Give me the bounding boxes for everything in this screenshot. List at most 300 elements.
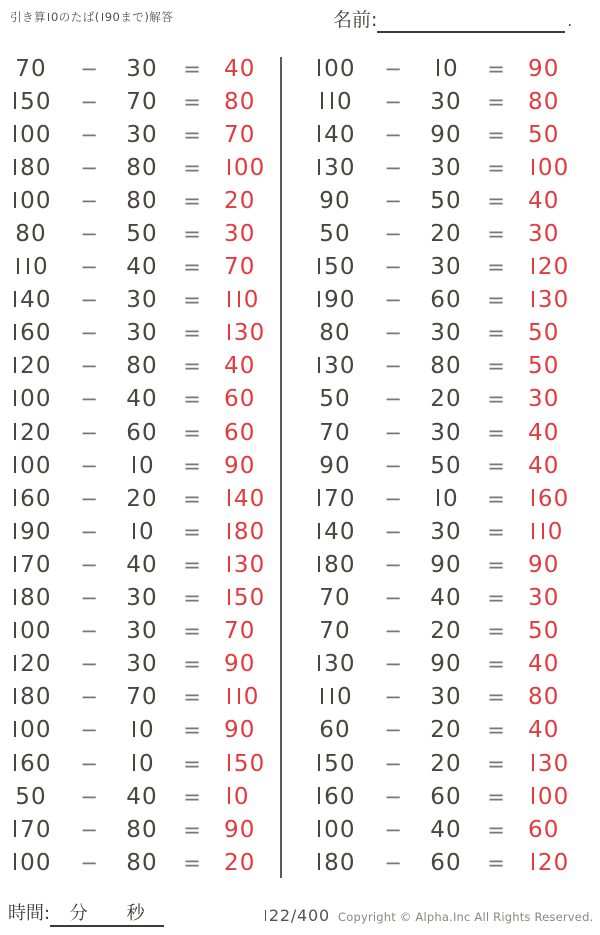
- digit-one-bar: [228, 324, 230, 340]
- subtrahend: 0: [118, 751, 166, 777]
- minuend: 80: [306, 552, 364, 578]
- equals-sign: =: [183, 751, 201, 776]
- digit-one-bar: [14, 655, 16, 671]
- problem-row: [2, 846, 288, 879]
- answer: 50: [528, 353, 560, 380]
- minuend: 30: [306, 353, 364, 379]
- digit-one-bar: [14, 754, 16, 770]
- digit-one-bar: [542, 523, 544, 539]
- minus-sign: −: [80, 321, 98, 346]
- minuend: 50: [319, 221, 351, 248]
- equals-sign: =: [183, 453, 201, 478]
- subtrahend: 20: [430, 221, 462, 248]
- minuend: 40: [306, 122, 364, 148]
- digit-one-bar: [14, 192, 16, 208]
- problem-row: [2, 217, 288, 250]
- answer: 50: [528, 320, 560, 347]
- minus-sign: −: [384, 652, 402, 677]
- answer: 90: [224, 816, 256, 843]
- equals-sign: =: [183, 685, 201, 710]
- digit-one-bar: [532, 853, 534, 869]
- equals-sign: =: [183, 420, 201, 445]
- digit-one-bar: [318, 853, 320, 869]
- equals-sign: =: [487, 751, 505, 776]
- subtrahend: 0: [422, 486, 470, 512]
- minus-sign: −: [80, 652, 98, 677]
- answer: 50: [528, 618, 560, 645]
- minus-sign: −: [80, 685, 98, 710]
- digit-one-bar: [321, 688, 323, 704]
- equals-sign: =: [487, 387, 505, 412]
- answer: 50: [218, 585, 288, 611]
- subtrahend: 20: [430, 750, 462, 777]
- equals-sign: =: [183, 354, 201, 379]
- problem-row: [2, 582, 288, 615]
- digit-one-bar: [331, 688, 333, 704]
- problem-row: [2, 449, 288, 482]
- subtrahend: 60: [430, 783, 462, 810]
- problem-row: [2, 52, 288, 85]
- answer: 20: [522, 850, 592, 876]
- problem-row: [2, 350, 288, 383]
- minus-sign: −: [80, 817, 98, 842]
- subtrahend: 50: [126, 221, 158, 248]
- problem-row: [306, 284, 592, 317]
- subtrahend: 30: [430, 419, 462, 446]
- answer: 0: [218, 784, 288, 810]
- page-number: 22/400: [262, 906, 330, 925]
- name-label: 名前:: [333, 9, 378, 31]
- time-label: 時間:: [8, 903, 51, 924]
- subtrahend: 20: [430, 618, 462, 645]
- minus-sign: −: [80, 354, 98, 379]
- digit-one-bar: [14, 556, 16, 572]
- problem-row: [306, 85, 592, 118]
- minus-sign: −: [384, 155, 402, 180]
- minus-sign: −: [384, 122, 402, 147]
- subtrahend: 0: [422, 56, 470, 82]
- digit-one-bar: [532, 754, 534, 770]
- equals-sign: =: [183, 486, 201, 511]
- problem-row: [306, 582, 592, 615]
- answer: 40: [224, 55, 256, 82]
- minus-sign: −: [80, 619, 98, 644]
- minuend: 90: [319, 452, 351, 479]
- digit-one-bar: [318, 291, 320, 307]
- equals-sign: =: [183, 552, 201, 577]
- subtrahend: 0: [118, 519, 166, 545]
- minuend: 50: [306, 254, 364, 280]
- answer: 40: [528, 717, 560, 744]
- problem-row: [306, 846, 592, 879]
- digit-one-bar: [14, 456, 16, 472]
- minuend: 00: [2, 453, 60, 479]
- minus-sign: −: [80, 89, 98, 114]
- equals-sign: =: [183, 56, 201, 81]
- problem-row: [2, 747, 288, 780]
- problem-row: [306, 813, 592, 846]
- minus-sign: −: [80, 751, 98, 776]
- time-blank-line: [50, 899, 164, 927]
- minuend: 50: [319, 386, 351, 413]
- answer: 00: [522, 155, 592, 181]
- equals-sign: =: [183, 387, 201, 412]
- minus-sign: −: [80, 486, 98, 511]
- digit-one-bar: [17, 258, 19, 274]
- digit-one-bar: [331, 92, 333, 108]
- digit-one-bar: [14, 390, 16, 406]
- subtrahend: 30: [430, 684, 462, 711]
- digit-one-bar: [532, 523, 534, 539]
- answer: 30: [218, 320, 288, 346]
- problem-row: [306, 548, 592, 581]
- subtrahend: 30: [430, 320, 462, 347]
- minuend: 00: [2, 717, 60, 743]
- problem-row: [2, 383, 288, 416]
- answer: 30: [528, 386, 560, 413]
- digit-one-bar: [437, 59, 439, 75]
- digit-one-bar: [14, 291, 16, 307]
- digit-one-bar: [14, 721, 16, 737]
- answer: 50: [528, 121, 560, 148]
- minus-sign: −: [80, 586, 98, 611]
- equals-sign: =: [487, 453, 505, 478]
- minus-sign: −: [384, 817, 402, 842]
- seconds-label: 秒: [126, 903, 145, 924]
- minuend: 60: [319, 717, 351, 744]
- digit-one-bar: [532, 787, 534, 803]
- digit-one-bar: [265, 910, 266, 921]
- name-blank-line: [377, 9, 565, 33]
- answer: 70: [224, 618, 256, 645]
- problem-row: [2, 548, 288, 581]
- minus-sign: −: [384, 486, 402, 511]
- equals-sign: =: [487, 817, 505, 842]
- subtrahend: 40: [126, 386, 158, 413]
- minuend: 70: [2, 817, 60, 843]
- problem-row: [2, 184, 288, 217]
- subtrahend: 90: [430, 651, 462, 678]
- equals-sign: =: [487, 222, 505, 247]
- minus-sign: −: [384, 89, 402, 114]
- problem-row: [2, 515, 288, 548]
- problem-row: [2, 416, 288, 449]
- minuend: 90: [319, 187, 351, 214]
- minuend: 80: [2, 155, 60, 181]
- column-divider-line: [280, 57, 282, 878]
- digit-one-bar: [102, 13, 103, 21]
- minuend: 00: [2, 386, 60, 412]
- problem-row: [2, 251, 288, 284]
- minuend: 00: [306, 56, 364, 82]
- digit-one-bar: [318, 159, 320, 175]
- subtrahend: 30: [126, 585, 158, 612]
- equals-sign: =: [487, 89, 505, 114]
- digit-one-bar: [228, 159, 230, 175]
- answer: 70: [224, 121, 256, 148]
- digit-one-bar: [532, 159, 534, 175]
- answer: 90: [528, 55, 560, 82]
- minuend: 0: [306, 684, 364, 710]
- subtrahend: 30: [126, 287, 158, 314]
- equals-sign: =: [487, 354, 505, 379]
- equals-sign: =: [183, 155, 201, 180]
- subtrahend: 70: [126, 88, 158, 115]
- digit-one-bar: [437, 489, 439, 505]
- problem-row: [306, 780, 592, 813]
- digit-one-bar: [14, 688, 16, 704]
- answer: 0: [218, 684, 288, 710]
- equals-sign: =: [183, 122, 201, 147]
- digit-one-bar: [14, 125, 16, 141]
- minuend: 70: [2, 552, 60, 578]
- problem-row: [2, 118, 288, 151]
- answer: 40: [528, 419, 560, 446]
- problem-row: [306, 615, 592, 648]
- minus-sign: −: [384, 586, 402, 611]
- minus-sign: −: [384, 453, 402, 478]
- minus-sign: −: [384, 288, 402, 313]
- subtrahend: 30: [126, 55, 158, 82]
- minus-sign: −: [384, 751, 402, 776]
- minus-sign: −: [384, 685, 402, 710]
- answer: 80: [528, 684, 560, 711]
- subtrahend: 80: [126, 816, 158, 843]
- minus-sign: −: [80, 718, 98, 743]
- subtrahend: 80: [126, 187, 158, 214]
- minuend: 80: [15, 221, 47, 248]
- digit-one-bar: [228, 291, 230, 307]
- equals-sign: =: [487, 56, 505, 81]
- digit-one-bar: [14, 622, 16, 638]
- minus-sign: −: [384, 784, 402, 809]
- equals-sign: =: [487, 486, 505, 511]
- answer: 40: [528, 452, 560, 479]
- answer: 40: [528, 651, 560, 678]
- answer: 30: [528, 221, 560, 248]
- minus-sign: −: [384, 850, 402, 875]
- digit-one-bar: [228, 489, 230, 505]
- problem-row: [306, 118, 592, 151]
- digit-one-bar: [133, 754, 135, 770]
- digit-one-bar: [133, 456, 135, 472]
- problem-row: [306, 714, 592, 747]
- digit-one-bar: [14, 159, 16, 175]
- minuend: 00: [2, 850, 60, 876]
- problem-row: [306, 449, 592, 482]
- subtrahend: 20: [126, 485, 158, 512]
- copyright-notice: Copyright © Alpha.Inc All Rights Reserved.: [338, 910, 594, 924]
- digit-one-bar: [532, 258, 534, 274]
- answer: 30: [522, 751, 592, 777]
- minuend: 30: [306, 155, 364, 181]
- answer: 30: [224, 221, 256, 248]
- subtrahend: 40: [126, 551, 158, 578]
- problem-row: [306, 184, 592, 217]
- equals-sign: =: [487, 519, 505, 544]
- minuend: 00: [306, 817, 364, 843]
- minuend: 70: [319, 585, 351, 612]
- minuend: 00: [2, 188, 60, 214]
- digit-one-bar: [228, 754, 230, 770]
- minuend: 40: [306, 519, 364, 545]
- problem-row: [2, 681, 288, 714]
- minuend: 00: [2, 618, 60, 644]
- answer: 00: [218, 155, 288, 181]
- digit-one-bar: [228, 688, 230, 704]
- minus-sign: −: [80, 519, 98, 544]
- subtrahend: 60: [126, 419, 158, 446]
- minus-sign: −: [80, 387, 98, 412]
- minus-sign: −: [384, 321, 402, 346]
- problem-row: [306, 747, 592, 780]
- answer: 60: [224, 386, 256, 413]
- equals-sign: =: [183, 784, 201, 809]
- equals-sign: =: [183, 586, 201, 611]
- problem-row: [306, 482, 592, 515]
- minus-sign: −: [384, 420, 402, 445]
- minus-sign: −: [80, 784, 98, 809]
- digit-one-bar: [318, 125, 320, 141]
- answer: 40: [528, 187, 560, 214]
- problem-row: [2, 615, 288, 648]
- subtrahend: 30: [126, 651, 158, 678]
- problems-column-right: [306, 52, 592, 879]
- minus-sign: −: [80, 188, 98, 213]
- answer: 40: [218, 486, 288, 512]
- minuend: 60: [2, 320, 60, 346]
- digit-one-bar: [228, 523, 230, 539]
- minuend: 50: [2, 89, 60, 115]
- equals-sign: =: [487, 586, 505, 611]
- equals-sign: =: [487, 850, 505, 875]
- problem-row: [306, 383, 592, 416]
- answer: 0: [522, 519, 592, 545]
- subtrahend: 0: [118, 717, 166, 743]
- problem-row: [2, 648, 288, 681]
- answer: 80: [528, 88, 560, 115]
- answer: 20: [224, 849, 256, 876]
- minus-sign: −: [384, 255, 402, 280]
- minus-sign: −: [384, 56, 402, 81]
- problem-row: [2, 714, 288, 747]
- problem-row: [2, 151, 288, 184]
- digit-one-bar: [318, 357, 320, 373]
- minuend: 20: [2, 651, 60, 677]
- answer: 70: [224, 254, 256, 281]
- equals-sign: =: [487, 718, 505, 743]
- problem-row: [306, 251, 592, 284]
- subtrahend: 50: [430, 452, 462, 479]
- equals-sign: =: [487, 188, 505, 213]
- minus-sign: −: [384, 519, 402, 544]
- subtrahend: 40: [430, 585, 462, 612]
- subtrahend: 80: [126, 154, 158, 181]
- equals-sign: =: [487, 420, 505, 445]
- problem-row: [306, 515, 592, 548]
- subtrahend: 20: [430, 717, 462, 744]
- subtrahend: 90: [430, 121, 462, 148]
- digit-one-bar: [14, 589, 16, 605]
- equals-sign: =: [183, 89, 201, 114]
- subtrahend: 30: [126, 618, 158, 645]
- digit-one-bar: [238, 291, 240, 307]
- answer: 80: [224, 88, 256, 115]
- minus-sign: −: [80, 255, 98, 280]
- subtrahend: 40: [126, 254, 158, 281]
- answer: 0: [218, 287, 288, 313]
- minuend: 30: [306, 651, 364, 677]
- digit-one-bar: [133, 721, 135, 737]
- minuend: 70: [319, 419, 351, 446]
- subtrahend: 40: [430, 816, 462, 843]
- equals-sign: =: [183, 321, 201, 346]
- subtrahend: 60: [430, 849, 462, 876]
- minuend: 60: [2, 486, 60, 512]
- minus-sign: −: [384, 354, 402, 379]
- equals-sign: =: [487, 288, 505, 313]
- minus-sign: −: [80, 222, 98, 247]
- problem-row: [2, 780, 288, 813]
- equals-sign: =: [183, 850, 201, 875]
- subtrahend: 80: [430, 353, 462, 380]
- minus-sign: −: [80, 850, 98, 875]
- answer: 30: [528, 585, 560, 612]
- digit-one-bar: [318, 820, 320, 836]
- digit-one-bar: [14, 489, 16, 505]
- equals-sign: =: [487, 784, 505, 809]
- digit-one-bar: [228, 556, 230, 572]
- minus-sign: −: [384, 718, 402, 743]
- digit-one-bar: [321, 92, 323, 108]
- problem-row: [306, 681, 592, 714]
- minus-sign: −: [80, 420, 98, 445]
- minutes-label: 分: [69, 903, 88, 924]
- answer: 60: [224, 419, 256, 446]
- digit-one-bar: [532, 489, 534, 505]
- digit-one-bar: [318, 59, 320, 75]
- equals-sign: =: [183, 222, 201, 247]
- time-field: [8, 899, 164, 927]
- equals-sign: =: [487, 619, 505, 644]
- digit-one-bar: [318, 523, 320, 539]
- minus-sign: −: [80, 56, 98, 81]
- minuend: 20: [2, 353, 60, 379]
- minuend: 00: [2, 122, 60, 148]
- problem-row: [2, 317, 288, 350]
- equals-sign: =: [487, 685, 505, 710]
- problem-row: [306, 151, 592, 184]
- digit-one-bar: [318, 754, 320, 770]
- minuend: 80: [306, 850, 364, 876]
- digit-one-bar: [14, 324, 16, 340]
- digit-one-bar: [228, 589, 230, 605]
- equals-sign: =: [487, 155, 505, 180]
- digit-one-bar: [318, 787, 320, 803]
- minuend: 0: [2, 254, 60, 280]
- equals-sign: =: [487, 652, 505, 677]
- minuend: 90: [306, 287, 364, 313]
- minus-sign: −: [384, 552, 402, 577]
- minuend: 50: [306, 751, 364, 777]
- answer: 40: [224, 353, 256, 380]
- equals-sign: =: [183, 255, 201, 280]
- minus-sign: −: [384, 188, 402, 213]
- digit-one-bar: [133, 523, 135, 539]
- equals-sign: =: [487, 321, 505, 346]
- digit-one-bar: [318, 556, 320, 572]
- equals-sign: =: [183, 718, 201, 743]
